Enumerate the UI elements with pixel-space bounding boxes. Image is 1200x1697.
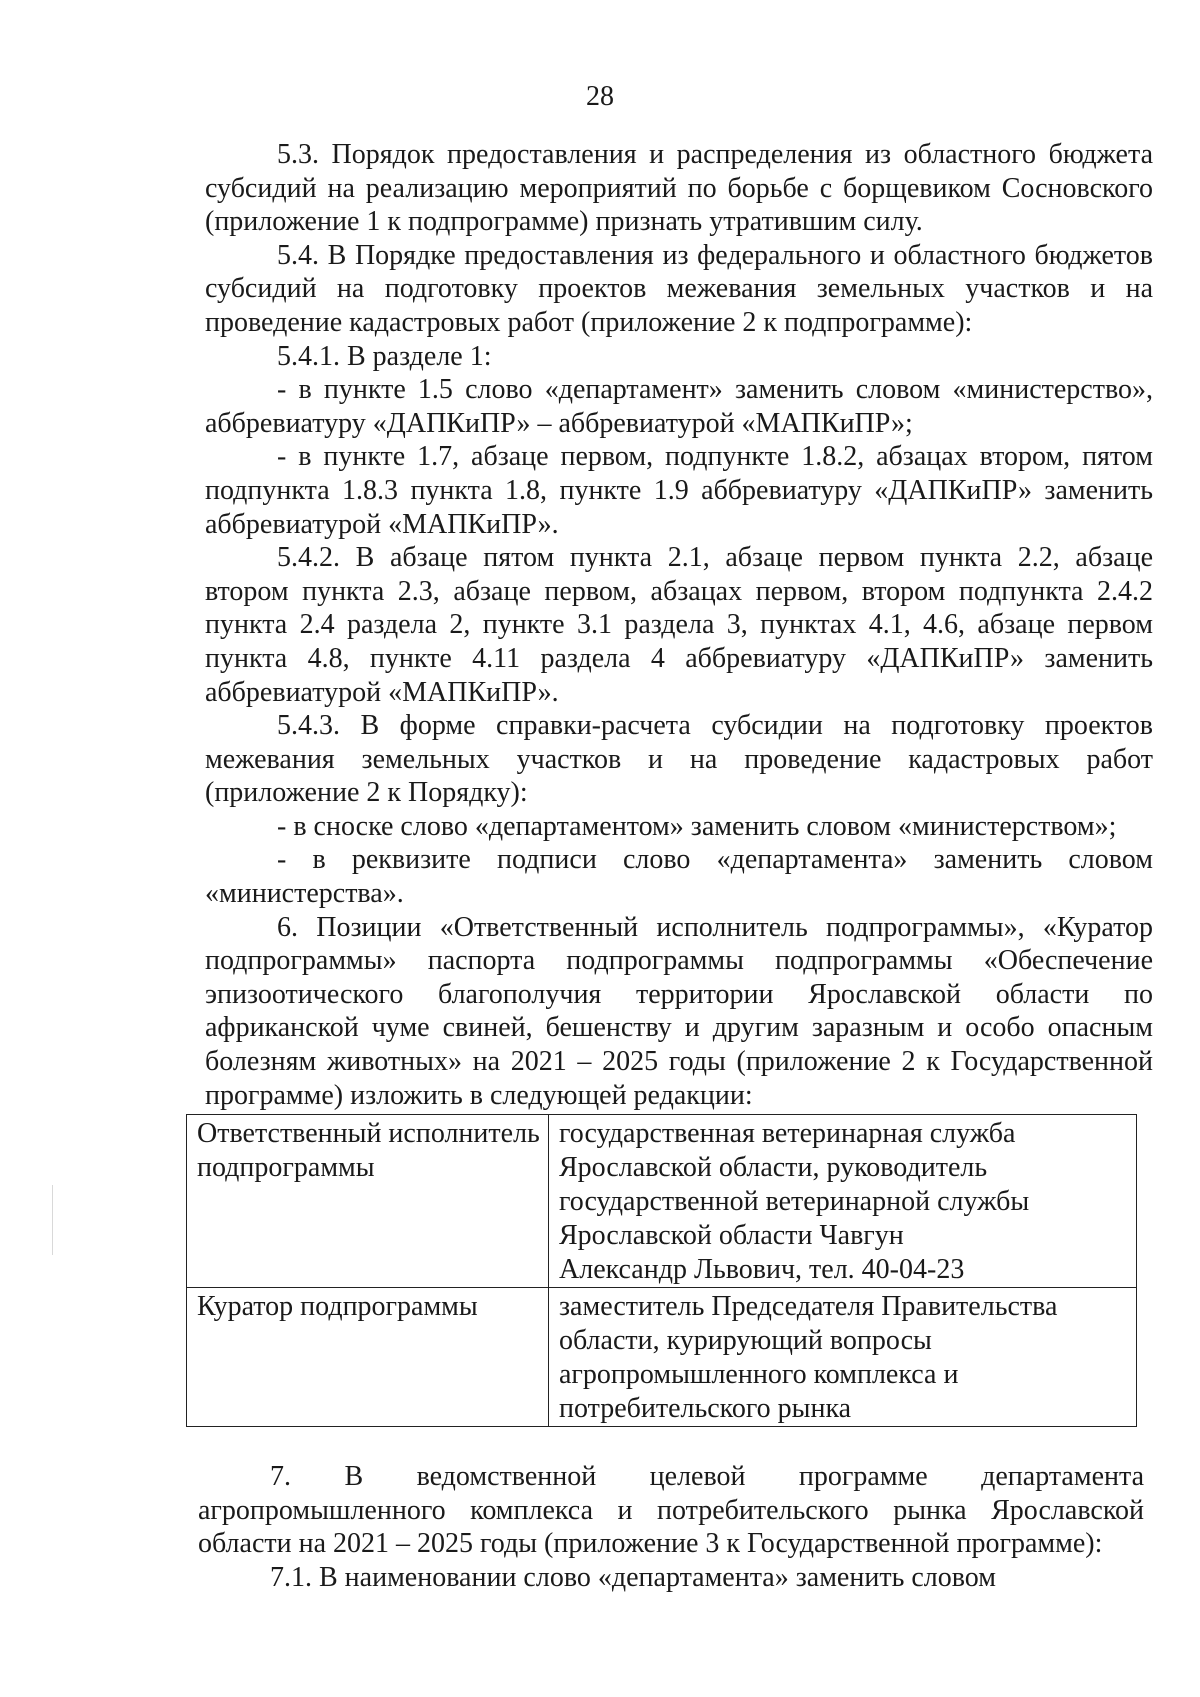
cell-line: государственной ветеринарной службы [559, 1186, 1030, 1217]
paragraph-7: 7. В ведомственной целевой программе департамента агропромышленного комплекса и потребительского рынка Ярославской области на 2021 – 2025 годы (приложение 3 к Государственной программе): [198, 1461, 1144, 1560]
cell-line: Куратор подпрограммы [197, 1291, 478, 1322]
passport-table [186, 1114, 1137, 1427]
table-cell-label [187, 1288, 549, 1427]
body-text-before-table [205, 138, 1153, 1112]
paragraph-7-1: 7.1. В наименовании слово «департамента» заменить словом [270, 1561, 996, 1593]
paragraph-5-3: 5.3. Порядок предоставления и распределения из областного бюджета субсидий на реализацию мероприятий по борьбе с борщевиком Сосновского (приложение 1 к подпрограмме) признать утратившим силу. [205, 139, 1153, 238]
scan-artifact-line [52, 1185, 53, 1255]
cell-line: агропромышленного комплекса и [559, 1359, 959, 1390]
cell-line: государственная ветеринарная служба [559, 1118, 1016, 1149]
cell-line: Ярославской области, руководитель [559, 1152, 988, 1183]
paragraph-5-4-3-item-1: - в сноске слово «департаментом» заменить словом «министерством»; [277, 810, 1117, 842]
paragraph-6: 6. Позиции «Ответственный исполнитель подпрограммы», «Куратор подпрограммы» паспорта подпрограммы подпрограммы «Обеспечение эпизоотического благополучия территории Ярославской области по африканской чуме свиней, бешенству и другим заразным и особо опасным болезням животных» на 2021 – 2025 годы (приложение 2 к Государственной программе) изложить в следующей редакции: [205, 911, 1153, 1111]
paragraph-5-4-1: 5.4.1. В разделе 1: [277, 340, 492, 372]
body-text-after-table [198, 1460, 1144, 1594]
table-cell-label [187, 1115, 549, 1288]
cell-line: заместитель Председателя Правительства [559, 1291, 1058, 1322]
cell-line: Ответственный исполнитель [197, 1118, 540, 1149]
cell-line: Ярославской области Чавгун [559, 1220, 904, 1251]
cell-line: потребительского рынка [559, 1393, 852, 1424]
table-cell-value [549, 1115, 1137, 1288]
cell-line: подпрограммы [197, 1152, 375, 1183]
paragraph-5-4-3: 5.4.3. В форме справки-расчета субсидии на подготовку проектов межевания земельных участков и на проведение кадастровых работ (приложение 2 к Порядку): [205, 710, 1153, 809]
paragraph-5-4-3-item-2: - в реквизите подписи слово «департамента» заменить словом «министерства». [205, 844, 1153, 910]
page-number: 28 [586, 81, 614, 112]
paragraph-5-4-2: 5.4.2. В абзаце пятом пункта 2.1, абзаце первом пункта 2.2, абзаце втором пункта 2.3, абзаце первом, абзацах первом, втором подпункта 2.4.2 пункта 2.4 раздела 2, пункте 3.1 раздела 3, пунктах 4.1, 4.6, абзаце первом пункта 4.8, пункте 4.11 раздела 4 аббревиатуру «ДАПКиПР» заменить аббревиатурой «МАПКиПР». [205, 542, 1153, 708]
table-row [187, 1288, 1137, 1427]
table-cell-value [549, 1288, 1137, 1427]
cell-line: области, курирующий вопросы [559, 1325, 932, 1356]
cell-line: Александр Львович, тел. 40-04-23 [559, 1254, 965, 1285]
table-row [187, 1115, 1137, 1288]
paragraph-5-4-1-item-1: - в пункте 1.5 слово «департамент» заменить словом «министерство», аббревиатуру «ДАПКиПР» – аббревиатурой «МАПКиПР»; [205, 374, 1153, 439]
paragraph-5-4-1-item-2: - в пункте 1.7, абзаце первом, подпункте 1.8.2, абзацах втором, пятом подпункта 1.8.3 пункта 1.8, пункте 1.9 аббревиатуру «ДАПКиПР» заменить аббревиатурой «МАПКиПР». [205, 441, 1153, 540]
paragraph-5-4: 5.4. В Порядке предоставления из федерального и областного бюджетов субсидий на подготовку проектов межевания земельных участков и на проведение кадастровых работ (приложение 2 к подпрограмме): [205, 239, 1153, 338]
